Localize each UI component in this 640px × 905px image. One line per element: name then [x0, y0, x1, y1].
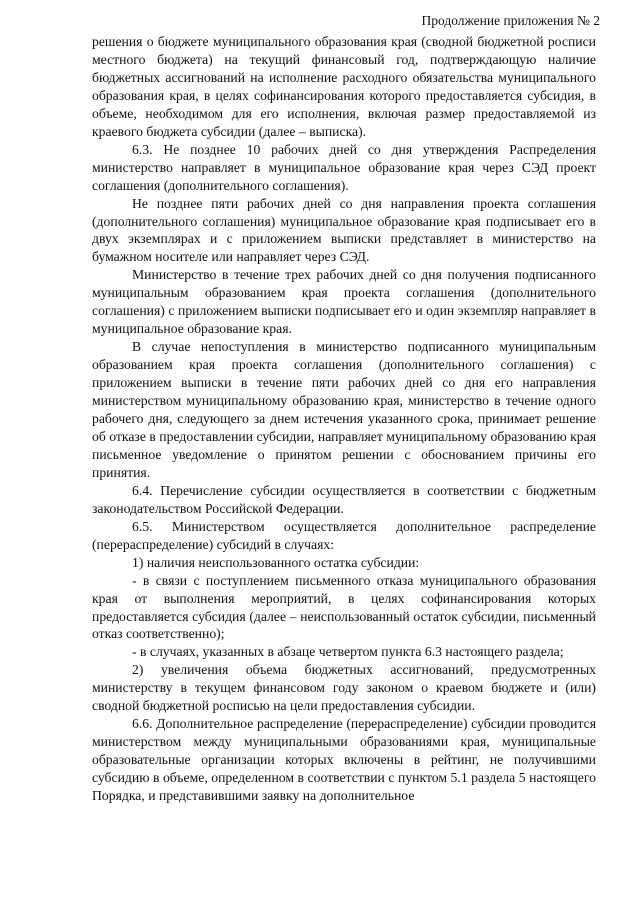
paragraph: - в случаях, указанных в абзаце четвертом пункта 6.3 настоящего раздела;: [132, 644, 564, 660]
paragraph: 6.6. Дополнительное распределение (перераспределение) субсидии проводится министерством между муниципальными образованиями края, муниципальные образовательные организации которых включены в рейтинг, не получившими субсидию в объеме, определенном в соответствии с пунктом 5.1 раздела 5 настоящего Порядка, и представившими заявку на дополнительное: [92, 716, 596, 804]
paragraph: Министерство в течение трех рабочих дней со дня получения подписанного муниципальным образованием края проекта соглашения (дополнительного соглашения) с приложением выписки подписывает его и один экземпляр направляет в муниципальное образование края.: [92, 267, 596, 337]
paragraph: В случае непоступления в министерство подписанного муниципальным образованием края проекта соглашения (дополнительного соглашения) с приложением выписки в течение пяти рабочих дней со дня его направления министерством муниципальному образованию края, министерство в течение одного рабочего дня, следующего за днем истечения указанного срока, принимает решение об отказе в предоставлении субсидии, направляет муниципальному образованию края письменное уведомление о принятом решении с обоснованием причины его принятия.: [92, 339, 596, 480]
document-body: [92, 33, 596, 805]
paragraph: 6.3. Не позднее 10 рабочих дней со дня утверждения Распределения министерство направляет в муниципальное образование края через СЭД проект соглашения (дополнительного соглашения).: [92, 141, 596, 193]
paragraph: 2) увеличения объема бюджетных ассигнований, предусмотренных министерству в текущем финансовом году законом о краевом бюджете и (или) сводной бюджетной росписью на цели предоставления субсидии.: [92, 662, 596, 714]
paragraph: Не позднее пяти рабочих дней со дня направления проекта соглашения (дополнительного соглашения) муниципальное образование края подписывает его в двух экземплярах и с приложением выписки представляет в министерство на бумажном носителе или направляет через СЭД.: [92, 195, 596, 265]
paragraph: - в связи с поступлением письменного отказа муниципального образования края от выполнения мероприятий, в целях софинансирования которых предоставляется субсидия (далее – неиспользованный остаток субсидии, письменный отказ соответственно);: [92, 572, 596, 642]
paragraph: 1) наличия неиспользованного остатка субсидии:: [132, 554, 420, 570]
paragraph: 6.5. Министерством осуществляется дополнительное распределение (перераспределение) субсидий в случаях:: [92, 518, 596, 552]
paragraph: 6.4. Перечисление субсидии осуществляется в соответствии с бюджетным законодательством Российской Федерации.: [92, 482, 596, 516]
paragraph: решения о бюджете муниципального образования края (сводной бюджетной росписи местного бюджета) на текущий финансовый год, подтверждающую наличие бюджетных ассигнований на исполнение расходного обязательства муниципального образования края, в целях софинансирования которого предоставляется субсидия, в объеме, необходимом для его исполнения, включая размер предоставляемой из краевого бюджета субсидии (далее – выписка).: [92, 34, 596, 139]
page-header: Продолжение приложения № 2: [421, 13, 600, 28]
